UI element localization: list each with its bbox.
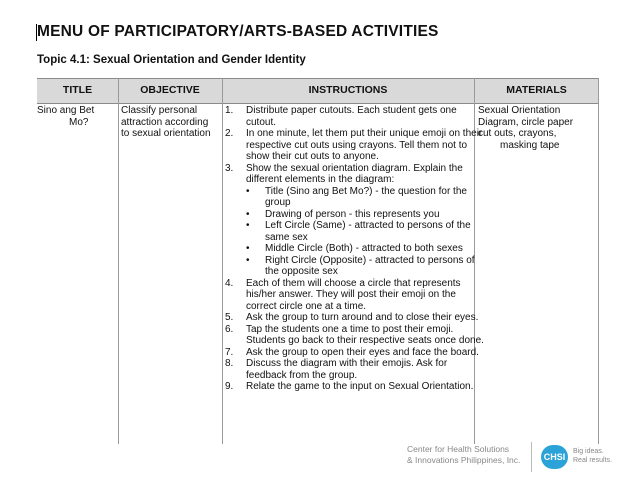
- tagline: [573, 447, 612, 465]
- page-title: MENU OF PARTICIPATORY/ARTS-BASED ACTIVITIES: [37, 23, 439, 40]
- table-header-row: [37, 78, 599, 104]
- column-divider: [598, 78, 599, 444]
- materials-line: cut outs, crayons,: [478, 128, 557, 139]
- diagram-bullet: • Title (Sino ang Bet Mo?) - the question for the group: [246, 185, 467, 208]
- instruction-step: 8. Discuss the diagram with their emojis. Ask for feedback from the group.: [225, 358, 448, 381]
- header-objective: OBJECTIVE: [140, 84, 200, 96]
- materials-line: Diagram, circle paper: [478, 116, 574, 128]
- org-name-line: Center for Health Solutions: [407, 444, 510, 454]
- org-name: [407, 444, 520, 466]
- instruction-step: 3. Show the sexual orientation diagram. Explain the different elements in the diagram:: [225, 162, 463, 185]
- org-name-line: & Innovations Philippines, Inc.: [407, 455, 521, 465]
- objective-cell: [121, 105, 221, 140]
- diagram-bullet: • Drawing of person - this represents you: [246, 208, 440, 220]
- instruction-step: 4. Each of them will choose a circle that represents his/her answer. They will post their emoji on the correct circle one at a time.: [225, 277, 461, 312]
- header-materials: MATERIALS: [506, 84, 567, 96]
- topic-subtitle: Topic 4.1: Sexual Orientation and Gender Identity: [37, 54, 306, 66]
- instruction-step: 9. Relate the game to the input on Sexual Orientation.: [225, 381, 474, 392]
- header-instructions: INSTRUCTIONS: [308, 84, 388, 96]
- instructions-list: [225, 105, 485, 393]
- chsi-logo: CHSI: [541, 445, 568, 469]
- objective-line: to sexual orientation: [121, 128, 211, 139]
- diagram-bullet: • Middle Circle (Both) - attracted to both sexes: [246, 243, 463, 254]
- footer-divider: [531, 442, 532, 472]
- materials-line: masking tape: [500, 139, 560, 151]
- diagram-bullet: • Right Circle (Opposite) - attracted to persons of the opposite sex: [246, 254, 475, 277]
- materials-cell: [478, 105, 598, 151]
- tagline-line: Real results.: [573, 457, 612, 464]
- header-title: TITLE: [62, 84, 93, 96]
- instruction-step: 6. Tap the students one a time to post their emoji. Students go back to their respective seats once done.: [225, 323, 484, 346]
- instruction-step: 1. Distribute paper cutouts. Each student gets one cutout.: [225, 105, 457, 128]
- objective-line: attraction according: [121, 116, 209, 128]
- materials-line: Sexual Orientation: [478, 105, 561, 116]
- title-cell: [37, 105, 115, 128]
- instruction-step: 5. Ask the group to turn around and to close their eyes.: [225, 312, 479, 323]
- tagline-line: Big ideas.: [573, 448, 604, 455]
- activities-table: [37, 78, 599, 444]
- objective-line: Classify personal: [121, 105, 198, 116]
- instruction-step: 2. In one minute, let them put their unique emoji on their respective cut outs using crayons. Tell them not to show their cut outs to anyone.: [225, 128, 483, 162]
- column-divider: [222, 78, 223, 444]
- title-line: Mo?: [69, 116, 89, 128]
- title-line: Sino ang Bet: [37, 105, 95, 116]
- diagram-bullet: • Left Circle (Same) - attracted to persons of the same sex: [246, 220, 471, 243]
- instruction-step: 7. Ask the group to open their eyes and face the board.: [225, 346, 479, 358]
- column-divider: [118, 78, 119, 444]
